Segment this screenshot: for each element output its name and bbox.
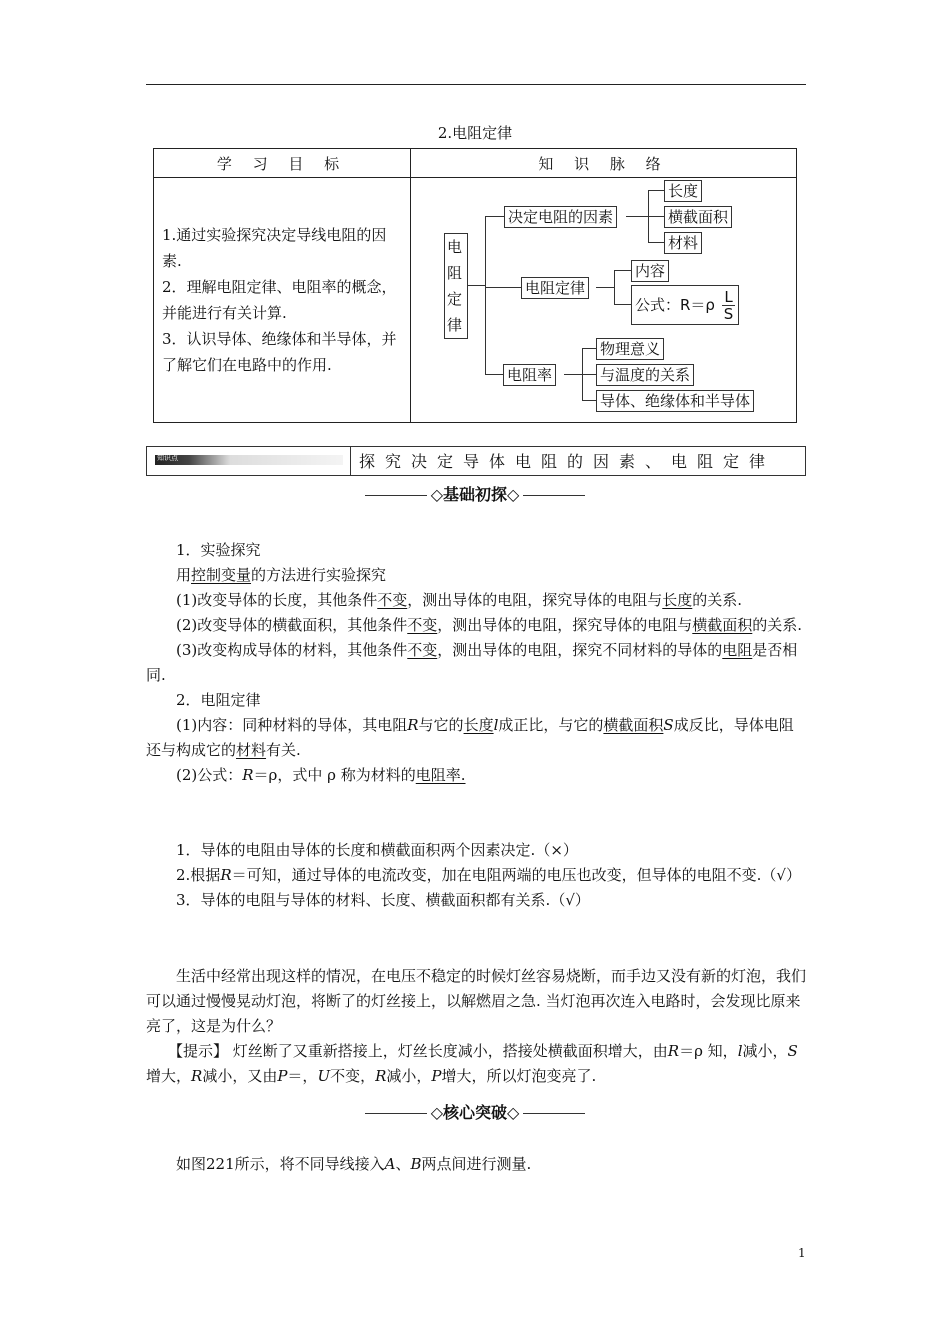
thinking-question xyxy=(146,964,808,1089)
question-text: 生活中经常出现这样的情况，在电压不稳定的时候灯丝容易烧断，而手边又没有新的灯泡，我们可以通过慢慢晃动灯泡，将断了的灯丝接上，以解燃眉之急. 当灯泡再次连入电路时，会发现比原来亮了，这是为什么？ xyxy=(146,967,807,1035)
mindmap-branch-factors: 决定电阻的因素 xyxy=(504,206,617,228)
formula-numerator: L xyxy=(722,289,736,306)
section-basics-label: ◇基础初探◇ xyxy=(430,485,520,504)
para-law-content: (1)内容：同种材料的导体，其电阻R与它的长度l成正比，与它的横截面积S成反比，导体电阻还与构成它的材料有关. xyxy=(146,716,794,759)
heading-experiment: 1．实验探究 xyxy=(176,541,261,559)
mindmap-root-text: 电阻定律 xyxy=(447,238,463,334)
mindmap-item-area: 横截面积 xyxy=(664,206,732,228)
mindmap-item-material: 材料 xyxy=(664,232,702,254)
heading-law: 2．电阻定律 xyxy=(176,691,261,709)
hint-text: 【提示】 灯丝断了又重新搭接上，灯丝长度减小，搭接处横截面积增大，由R＝ρ 知，l减小，S增大，R减小，又由P＝，U不变，R减小，P增大，所以灯泡变亮了. xyxy=(146,1042,798,1085)
objective-2: 2．理解电阻定律、电阻率的概念，并能进行有关计算. xyxy=(162,278,397,322)
judgement-2: 2.根据R＝可知，通过导体的电流改变，加在电阻两端的电压也改变，但导体的电阻不变.（√） xyxy=(176,866,801,884)
page-title: 2.电阻定律 xyxy=(437,124,513,142)
para-material: (3)改变构成导体的材料，其他条件不变，测出导体的电阻，探究不同材料的导体的电阻是否相同. xyxy=(146,641,798,684)
body-content xyxy=(146,538,808,788)
objective-1: 1.通过实验探究决定导线电阻的因素. xyxy=(162,226,387,270)
judgement-3: 3．导体的电阻与导体的材料、长度、横截面积都有关系.（√） xyxy=(176,891,590,909)
banner-title: 探究决定导体电阻的因素、电阻定律 xyxy=(359,452,776,471)
para-area: (2)改变导体的横截面积，其他条件不变，测出导体的电阻，探究导体的电阻与横截面积的关系. xyxy=(176,616,803,634)
para-method: 用控制变量的方法进行实验探究 xyxy=(176,566,387,584)
mindmap-item-content: 内容 xyxy=(631,260,669,282)
judgement-1: 1．导体的电阻由导体的长度和横截面积两个因素决定.（×） xyxy=(176,841,578,859)
mindmap-branch-law: 电阻定律 xyxy=(521,277,589,299)
objectives-cell xyxy=(154,178,411,423)
para-length: (1)改变导体的长度，其他条件不变，测出导体的电阻，探究导体的电阻与长度的关系. xyxy=(176,591,743,609)
knowledge-point-banner xyxy=(146,446,806,476)
section-core xyxy=(0,1100,950,1123)
section-basics xyxy=(0,482,950,505)
knowledge-point-tag xyxy=(155,455,343,465)
section-core-label: ◇核心突破◇ xyxy=(430,1103,520,1122)
col-header-knowledge: 知 识 脉 络 xyxy=(411,149,797,178)
figure-reference: 如图221所示，将不同导线接入A、B两点间进行测量. xyxy=(176,1155,532,1173)
objective-3: 3．认识导体、绝缘体和半导体，并了解它们在电路中的作用. xyxy=(162,330,397,374)
page-number: 1 xyxy=(798,1246,806,1260)
formula-denominator: S xyxy=(723,305,734,323)
col-header-objectives: 学 习 目 标 xyxy=(154,149,411,178)
mindmap-root xyxy=(444,233,468,339)
judgement-questions xyxy=(146,838,808,913)
mindmap-item-length: 长度 xyxy=(664,180,702,202)
last-paragraph xyxy=(146,1152,808,1177)
knowledge-point-tag-text: 知识点 xyxy=(157,454,178,462)
mindmap-item-meaning: 物理意义 xyxy=(596,338,664,360)
formula-label: 公式：R＝ρ xyxy=(635,296,715,314)
mindmap-item-temperature: 与温度的关系 xyxy=(596,364,694,386)
para-law-formula: (2)公式：R＝ρ，式中 ρ 称为材料的电阻率. xyxy=(176,766,466,784)
mindmap-item-formula xyxy=(631,285,739,325)
top-rule xyxy=(146,84,806,85)
mindmap-item-materials: 导体、绝缘体和半导体 xyxy=(596,390,754,412)
mindmap-branch-resistivity: 电阻率 xyxy=(503,364,556,386)
